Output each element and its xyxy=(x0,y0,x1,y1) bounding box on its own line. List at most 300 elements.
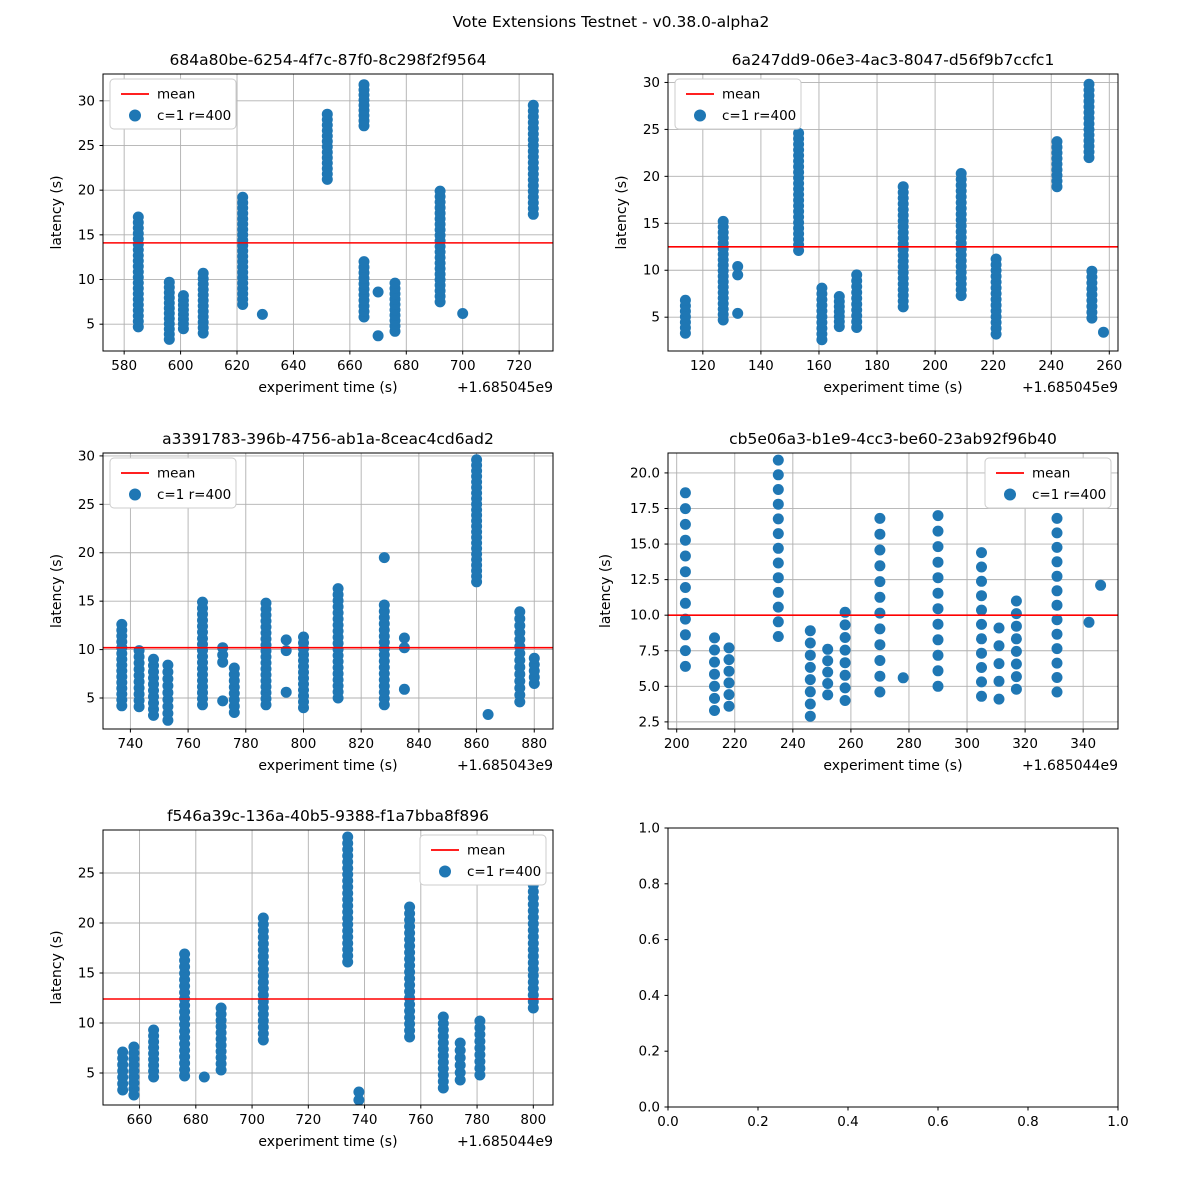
scatter-point xyxy=(874,671,885,682)
x-tick-label: 200 xyxy=(663,736,690,752)
scatter-point xyxy=(773,616,784,627)
scatter-point xyxy=(840,657,851,668)
scatter-point xyxy=(840,682,851,693)
scatter-point xyxy=(333,583,344,594)
x-axis-label: experiment time (s) xyxy=(823,758,963,774)
x-tick-label: 780 xyxy=(232,736,259,752)
scatter-point xyxy=(874,576,885,587)
scatter-point xyxy=(874,513,885,524)
y-tick-label: 20.0 xyxy=(629,465,660,482)
y-tick-label: 5 xyxy=(651,309,660,326)
x-tick-label: 700 xyxy=(239,1112,265,1128)
scatter-point xyxy=(281,645,292,656)
y-tick-label: 2.5 xyxy=(638,714,660,731)
y-tick-label: 15 xyxy=(77,227,95,244)
scatter-point xyxy=(933,650,944,661)
x-axis-label: experiment time (s) xyxy=(823,380,963,396)
x-tick-label: 680 xyxy=(182,1112,209,1128)
scatter-point xyxy=(455,1038,466,1049)
y-tick-label: 10.0 xyxy=(629,607,660,624)
scatter-point xyxy=(840,607,851,618)
x-tick-label: 840 xyxy=(405,736,432,752)
scatter-point xyxy=(874,655,885,666)
y-axis-label: latency (s) xyxy=(49,553,65,629)
scatter-point xyxy=(178,290,189,301)
scatter-point xyxy=(834,291,845,302)
scatter-point xyxy=(1098,327,1109,338)
scatter-point xyxy=(298,632,309,643)
scatter-point xyxy=(933,572,944,583)
x-axis-offset-label: +1.685043e9 xyxy=(456,758,553,774)
y-tick-label: 25 xyxy=(77,496,95,513)
scatter-point xyxy=(680,295,691,306)
scatter-point xyxy=(474,1016,485,1027)
y-tick-label: 7.5 xyxy=(638,643,660,660)
scatter-point xyxy=(128,1042,139,1053)
x-tick-label: 680 xyxy=(393,358,420,374)
scatter-point xyxy=(773,602,784,613)
scatter-point xyxy=(709,657,720,668)
scatter-point xyxy=(976,605,987,616)
scatter-point xyxy=(732,308,743,319)
scatter-point xyxy=(976,619,987,630)
scatter-point xyxy=(840,619,851,630)
x-tick-label: 580 xyxy=(111,358,138,374)
x-tick-label: 720 xyxy=(506,358,533,374)
scatter-point xyxy=(217,695,228,706)
scatter-point xyxy=(994,694,1005,705)
y-tick-label: 30 xyxy=(642,74,660,91)
scatter-point xyxy=(816,283,827,294)
scatter-point xyxy=(162,660,173,671)
scatter-point xyxy=(373,287,384,298)
scatter-point xyxy=(680,551,691,562)
scatter-point xyxy=(528,100,539,111)
legend-series-label: c=1 r=400 xyxy=(1032,487,1107,503)
scatter-point xyxy=(457,308,468,319)
scatter-point xyxy=(483,709,494,720)
y-tick-label: 20 xyxy=(77,182,95,199)
legend-scatter-swatch xyxy=(1004,489,1016,501)
x-tick-label: 320 xyxy=(1012,736,1038,752)
x-tick-label: 0.0 xyxy=(657,1114,679,1130)
scatter-point xyxy=(404,902,415,913)
scatter-point xyxy=(1052,658,1063,669)
y-tick-label: 15.0 xyxy=(629,536,660,553)
scatter-point xyxy=(874,545,885,556)
x-tick-label: 220 xyxy=(721,736,748,752)
scatter-point xyxy=(994,640,1005,651)
scatter-point xyxy=(933,665,944,676)
y-tick-label: 25 xyxy=(642,121,660,138)
scatter-point xyxy=(680,661,691,672)
subplot-0 xyxy=(49,51,553,396)
scatter-point xyxy=(1011,608,1022,619)
scatter-point xyxy=(373,330,384,341)
x-tick-label: 0.8 xyxy=(1017,1114,1039,1130)
scatter-point xyxy=(976,547,987,558)
scatter-point xyxy=(680,519,691,530)
scatter-point xyxy=(197,597,208,608)
y-tick-label: 5 xyxy=(86,316,95,333)
scatter-point xyxy=(1052,585,1063,596)
scatter-point xyxy=(680,487,691,498)
y-tick-label: 30 xyxy=(77,448,95,465)
x-tick-label: 660 xyxy=(126,1112,153,1128)
scatter-point xyxy=(933,557,944,568)
scatter-point xyxy=(898,672,909,683)
scatter-point xyxy=(261,598,272,609)
scatter-point xyxy=(976,633,987,644)
scatter-point xyxy=(976,648,987,659)
scatter-point xyxy=(1011,646,1022,657)
y-tick-label: 15 xyxy=(642,215,660,232)
scatter-point xyxy=(281,687,292,698)
scatter-point xyxy=(773,528,784,539)
y-tick-label: 10 xyxy=(77,1015,95,1032)
scatter-point xyxy=(933,541,944,552)
scatter-point xyxy=(773,587,784,598)
scatter-point xyxy=(805,638,816,649)
y-tick-label: 20 xyxy=(77,545,95,562)
scatter-point xyxy=(1052,600,1063,611)
scatter-point xyxy=(471,454,482,465)
scatter-point xyxy=(874,592,885,603)
scatter-point xyxy=(680,629,691,640)
scatter-point xyxy=(805,699,816,710)
scatter-point xyxy=(724,654,735,665)
scatter-point xyxy=(773,572,784,583)
scatter-point xyxy=(976,562,987,573)
scatter-point xyxy=(1052,136,1063,147)
scatter-point xyxy=(933,510,944,521)
scatter-point xyxy=(680,566,691,577)
x-axis-offset-label: +1.685044e9 xyxy=(456,1134,553,1150)
scatter-point xyxy=(680,503,691,514)
scatter-point xyxy=(956,168,967,179)
scatter-point xyxy=(514,606,525,617)
legend-series-label: c=1 r=400 xyxy=(157,108,232,124)
scatter-point xyxy=(709,645,720,656)
subplot-title: 684a80be-6254-4f7c-87f0-8c298f2f9564 xyxy=(169,51,487,69)
y-tick-label: 0.6 xyxy=(638,932,660,949)
scatter-point xyxy=(840,695,851,706)
subplot-2 xyxy=(49,430,553,774)
x-tick-label: 820 xyxy=(348,736,375,752)
scatter-point xyxy=(1052,527,1063,538)
x-axis-offset-label: +1.685045e9 xyxy=(456,380,553,396)
scatter-point xyxy=(1052,571,1063,582)
x-axis-offset-label: +1.685045e9 xyxy=(1021,380,1118,396)
scatter-point xyxy=(805,711,816,722)
scatter-point xyxy=(709,632,720,643)
scatter-point xyxy=(379,600,390,611)
scatter-point xyxy=(840,645,851,656)
x-tick-label: 300 xyxy=(954,736,980,752)
y-tick-label: 20 xyxy=(642,168,660,185)
x-tick-label: 340 xyxy=(1070,736,1097,752)
scatter-point xyxy=(438,1012,449,1023)
legend xyxy=(985,458,1111,508)
scatter-point xyxy=(709,669,720,680)
scatter-point xyxy=(680,535,691,546)
y-tick-label: 20 xyxy=(77,915,95,932)
legend-mean-label: mean xyxy=(1032,465,1071,482)
x-tick-label: 760 xyxy=(175,736,201,752)
scatter-point xyxy=(229,663,240,674)
y-tick-label: 1.0 xyxy=(638,820,660,837)
scatter-point xyxy=(199,1072,210,1083)
scatter-point xyxy=(724,701,735,712)
scatter-point xyxy=(874,687,885,698)
scatter-point xyxy=(379,552,390,563)
scatter-point xyxy=(933,588,944,599)
scatter-point xyxy=(1095,580,1106,591)
scatter-point xyxy=(322,109,333,120)
x-tick-label: 180 xyxy=(864,358,890,374)
subplot-4 xyxy=(49,807,553,1150)
scatter-point xyxy=(529,653,540,664)
scatter-point xyxy=(994,676,1005,687)
scatter-point xyxy=(805,686,816,697)
legend-scatter-swatch xyxy=(129,489,141,501)
x-tick-label: 640 xyxy=(280,358,307,374)
scatter-point xyxy=(874,529,885,540)
y-tick-label: 15 xyxy=(77,965,95,982)
scatter-point xyxy=(198,268,209,279)
scatter-point xyxy=(874,560,885,571)
scatter-point xyxy=(179,949,190,960)
scatter-point xyxy=(991,254,1002,265)
legend xyxy=(110,79,236,129)
scatter-point xyxy=(258,913,269,924)
y-tick-label: 10 xyxy=(642,262,660,279)
legend-series-label: c=1 r=400 xyxy=(467,864,542,880)
x-tick-label: 260 xyxy=(838,736,864,752)
scatter-point xyxy=(976,676,987,687)
y-tick-label: 0.0 xyxy=(638,1099,660,1116)
scatter-point xyxy=(976,576,987,587)
scatter-point xyxy=(773,499,784,510)
scatter-point xyxy=(148,654,159,665)
legend-mean-label: mean xyxy=(157,86,196,103)
scatter-point xyxy=(1086,266,1097,277)
y-tick-label: 5.0 xyxy=(638,678,660,695)
scatter-point xyxy=(724,677,735,688)
scatter-point xyxy=(851,269,862,280)
scatter-point xyxy=(1052,629,1063,640)
scatter-point xyxy=(724,642,735,653)
scatter-point xyxy=(359,79,370,90)
x-axis-label: experiment time (s) xyxy=(258,380,398,396)
scatter-point xyxy=(164,277,175,288)
scatter-point xyxy=(840,632,851,643)
scatter-point xyxy=(1052,513,1063,524)
scatter-point xyxy=(435,186,446,197)
scatter-point xyxy=(805,650,816,661)
scatter-point xyxy=(1011,633,1022,644)
x-axis-label: experiment time (s) xyxy=(258,1134,398,1150)
scatter-point xyxy=(933,681,944,692)
scatter-point xyxy=(390,278,401,289)
scatter-point xyxy=(976,691,987,702)
x-tick-label: 700 xyxy=(449,358,476,374)
x-tick-label: 280 xyxy=(896,736,922,752)
scatter-point xyxy=(840,670,851,681)
scatter-point xyxy=(680,645,691,656)
legend-scatter-swatch xyxy=(129,110,141,122)
scatter-point xyxy=(709,705,720,716)
x-tick-label: 600 xyxy=(167,358,194,374)
scatter-point xyxy=(1011,659,1022,670)
subplot-title: f546a39c-136a-40b5-9388-f1a7bba8f896 xyxy=(167,807,489,825)
scatter-point xyxy=(216,1003,227,1014)
scatter-point xyxy=(898,181,909,192)
scatter-point xyxy=(933,526,944,537)
y-tick-label: 0.4 xyxy=(638,987,660,1004)
scatter-point xyxy=(822,644,833,655)
x-tick-label: 660 xyxy=(336,358,363,374)
scatter-point xyxy=(1084,617,1095,628)
scatter-point xyxy=(359,256,370,267)
x-tick-label: 260 xyxy=(1096,358,1123,374)
scatter-point xyxy=(342,832,353,843)
legend xyxy=(110,458,236,508)
x-tick-label: 780 xyxy=(464,1112,490,1128)
subplot-5 xyxy=(639,821,1129,1131)
x-tick-label: 740 xyxy=(117,736,144,752)
scatter-point xyxy=(281,634,292,645)
scatter-point xyxy=(773,543,784,554)
scatter-point xyxy=(874,608,885,619)
scatter-point xyxy=(773,558,784,569)
x-tick-label: 0.6 xyxy=(927,1114,949,1130)
y-axis-label: latency (s) xyxy=(49,175,65,250)
scatter-point xyxy=(994,623,1005,634)
y-axis-label: latency (s) xyxy=(49,930,65,1005)
scatter-point xyxy=(773,455,784,466)
scatter-point xyxy=(116,619,127,630)
scatter-point xyxy=(709,681,720,692)
y-tick-label: 10 xyxy=(77,272,95,289)
axes-frame xyxy=(668,828,1118,1107)
x-axis-label: experiment time (s) xyxy=(258,758,398,774)
scatter-point xyxy=(134,645,145,656)
subplot-title: cb5e06a3-b1e9-4cc3-be60-23ab92f96b40 xyxy=(729,430,1057,448)
x-tick-label: 120 xyxy=(689,358,716,374)
legend xyxy=(420,835,546,885)
subplot-title: a3391783-396b-4756-ab1a-8ceac4cd6ad2 xyxy=(162,430,494,448)
scatter-point xyxy=(805,674,816,685)
y-tick-label: 15 xyxy=(77,593,95,610)
scatter-point xyxy=(1011,671,1022,682)
y-tick-label: 0.2 xyxy=(638,1043,660,1060)
legend xyxy=(675,79,801,129)
scatter-point xyxy=(933,619,944,630)
scatter-point xyxy=(724,666,735,677)
x-tick-label: 620 xyxy=(224,358,250,374)
scatter-point xyxy=(822,667,833,678)
x-tick-label: 720 xyxy=(295,1112,322,1128)
scatter-point xyxy=(680,582,691,593)
scatter-point xyxy=(1052,643,1063,654)
scatter-point xyxy=(976,590,987,601)
scatter-point xyxy=(1011,684,1022,695)
y-tick-label: 25 xyxy=(77,137,95,154)
x-tick-label: 140 xyxy=(748,358,774,374)
x-axis-offset-label: +1.685044e9 xyxy=(1021,758,1118,774)
legend-mean-label: mean xyxy=(157,465,196,482)
scatter-point xyxy=(994,658,1005,669)
x-tick-label: 200 xyxy=(922,358,948,374)
y-axis-label: latency (s) xyxy=(614,175,630,250)
x-tick-label: 240 xyxy=(779,736,806,752)
x-tick-label: 800 xyxy=(290,736,317,752)
x-tick-label: 0.4 xyxy=(837,1114,859,1130)
scatter-point xyxy=(822,689,833,700)
x-tick-label: 160 xyxy=(806,358,832,374)
legend-series-label: c=1 r=400 xyxy=(157,487,232,503)
scatter-point xyxy=(1052,672,1063,683)
legend-scatter-swatch xyxy=(694,110,706,122)
scatter-point xyxy=(1011,621,1022,632)
scatter-point xyxy=(933,603,944,614)
scatter-point xyxy=(680,598,691,609)
figure-title: Vote Extensions Testnet - v0.38.0-alpha2 xyxy=(452,13,770,31)
scatter-point xyxy=(399,684,410,695)
scatter-point xyxy=(1052,687,1063,698)
legend-mean-label: mean xyxy=(722,86,761,103)
scatter-point xyxy=(976,662,987,673)
scatter-point xyxy=(257,309,268,320)
scatter-point xyxy=(874,639,885,650)
legend-mean-label: mean xyxy=(467,842,506,859)
legend-scatter-swatch xyxy=(439,866,451,878)
scatter-point xyxy=(773,631,784,642)
scatter-point xyxy=(237,192,248,203)
scatter-point xyxy=(399,633,410,644)
scatter-point xyxy=(805,625,816,636)
scatter-point xyxy=(718,216,729,227)
scatter-point xyxy=(148,1025,159,1036)
subplot-1 xyxy=(614,51,1122,396)
scatter-point xyxy=(805,662,816,673)
x-tick-label: 760 xyxy=(407,1112,434,1128)
y-axis-label: latency (s) xyxy=(598,553,614,629)
scatter-point xyxy=(117,1047,128,1058)
y-tick-label: 5 xyxy=(86,690,95,707)
x-tick-label: 800 xyxy=(520,1112,547,1128)
scatter-point xyxy=(822,655,833,666)
y-tick-label: 30 xyxy=(77,93,95,110)
x-tick-label: 880 xyxy=(521,736,548,752)
scatter-point xyxy=(1052,556,1063,567)
scatter-point xyxy=(822,678,833,689)
scatter-point xyxy=(1011,596,1022,607)
scatter-point xyxy=(709,693,720,704)
y-tick-label: 10 xyxy=(77,642,95,659)
legend-series-label: c=1 r=400 xyxy=(722,108,797,124)
y-tick-label: 25 xyxy=(77,865,95,882)
x-tick-label: 240 xyxy=(1038,358,1065,374)
subplot-3 xyxy=(598,430,1118,774)
scatter-point xyxy=(724,689,735,700)
scatter-point xyxy=(1084,79,1095,90)
scatter-point xyxy=(773,513,784,524)
y-tick-label: 12.5 xyxy=(629,572,660,589)
x-tick-label: 0.2 xyxy=(747,1114,769,1130)
x-tick-label: 1.0 xyxy=(1107,1114,1129,1130)
